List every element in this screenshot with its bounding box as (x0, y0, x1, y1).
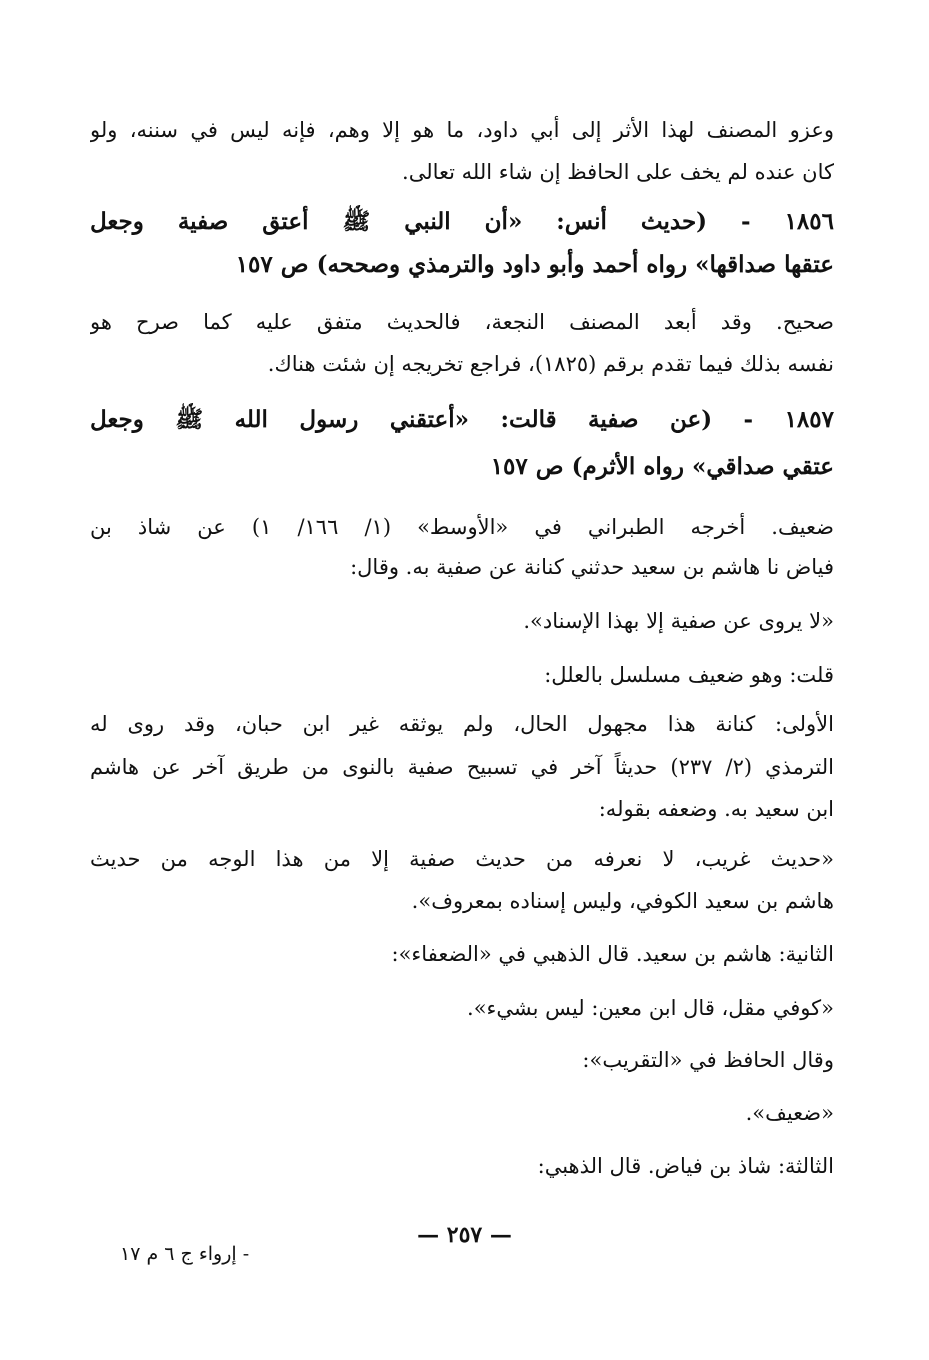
text-line-10: فياض نا هاشم بن سعيد حدثني كنانة عن صفية به. وقال: (350, 555, 834, 579)
text-line-19: «كوفي مقل، قال ابن معين: ليس بشيء». (467, 996, 834, 1020)
text-line-14: الترمذي (٢/ ٢٣٧) حديثاً آخر في تسبيح صفية بالنوى من طريق آخر عن هاشم (90, 755, 834, 779)
hadith-1857-line-2: عتقي صداقي» رواه الأثرم) ص ١٥٧ (490, 453, 834, 480)
text-line-20: وقال الحافظ في «التقريب»: (582, 1048, 834, 1072)
text-line-18: الثانية: هاشم بن سعيد. قال الذهبي في «الضعفاء»: (391, 942, 834, 966)
text-line-2: كان عنده لم يخف على الحافظ إن شاء الله تعالى. (402, 160, 834, 184)
signature-mark: - إرواء ج ٦ م ١٧ (120, 1243, 250, 1265)
text-line-5: صحيح. وقد أبعد المصنف النجعة، فالحديث متفق عليه كما صرح هو (90, 310, 834, 334)
hadith-1856-line-2: عتقها صداقها» رواه أحمد وأبو داود والترمذي وصححه) ص ١٥٧ (235, 251, 834, 278)
page-number: — ٢٥٧ — (417, 1222, 512, 1248)
text-line-12: قلت: وهو ضعيف مسلسل بالعلل: (544, 663, 834, 687)
text-line-22: الثالثة: شاذ بن فياض. قال الذهبي: (537, 1154, 834, 1178)
text-line-1: وعزو المصنف لهذا الأثر إلى أبي داود، ما هو إلا وهم، فإنه ليس في سننه، ولو (90, 118, 834, 142)
hadith-1857-line-1: ١٨٥٧ - (عن صفية قالت: «أعتقني رسول الله ﷺ وجعل (90, 406, 834, 433)
hadith-1856-line-1: ١٨٥٦ - (حديث أنس: «أن النبي ﷺ أعتق صفية وجعل (90, 208, 834, 235)
text-line-16: «حديث غريب، لا نعرفه من حديث صفية إلا من هذا الوجه من حديث (90, 847, 834, 871)
text-line-21: «ضعيف». (745, 1101, 834, 1125)
text-line-13: الأولى: كنانة هذا مجهول الحال، ولم يوثقه غير ابن حبان، وقد روى له (90, 712, 834, 736)
text-line-9: ضعيف. أخرجه الطبراني في «الأوسط» (١/ ١٦٦/ ١) عن شاذ بن (90, 515, 834, 539)
text-line-11: «لا يروى عن صفية إلا بهذا الإسناد». (523, 609, 834, 633)
text-line-15: ابن سعيد به. وضعفه بقوله: (598, 797, 834, 821)
text-line-17: هاشم بن سعيد الكوفي، وليس إسناده بمعروف». (411, 889, 834, 913)
text-line-6: نفسه بذلك فيما تقدم برقم (١٨٢٥)، فراجع تخريجه إن شئت هناك. (267, 352, 834, 376)
